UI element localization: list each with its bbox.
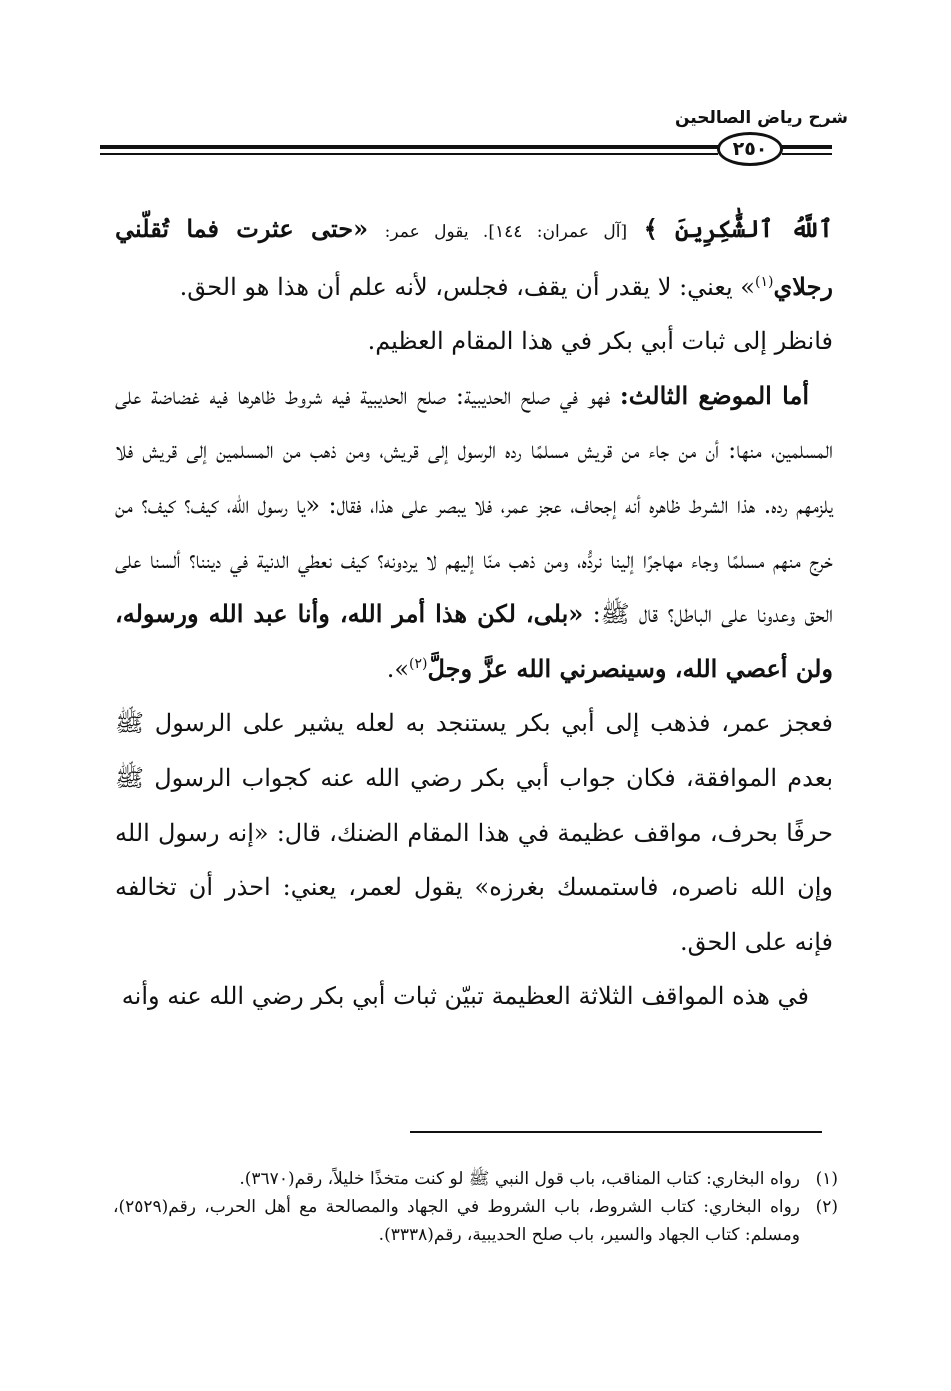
paragraph: فعجز عمر، فذهب إلى أبي بكر يستنجد به لعله يشير على الرسول ﷺ بعدم الموافقة، فكان جواب أبي بكر رضي الله عنه كجواب الرسول ﷺ حرفًا بحرف، مواقف عظيمة في هذا المقام الضنك، قال: «إنه رسول الله وإن الله ناصره، فاستمسك بغرزه» يقول لعمر، يعني: احذر أن تخالفه فإنه على الحق.: [115, 709, 833, 956]
footnote-separator: [410, 1131, 822, 1133]
main-text: [115, 202, 833, 1024]
quote: «بلى، لكن هذا أمر الله، وأنا عبد الله ورسوله، ولن أعصي الله، وسينصرني الله عزَّ وجلَّ: [115, 599, 833, 683]
paragraph: فانظر إلى ثبات أبي بكر في هذا المقام العظيم.: [367, 327, 833, 356]
paragraph: في هذه المواقف الثلاثة العظيمة تبيّن ثبات أبي بكر رضي الله عنه وأنه: [121, 982, 809, 1011]
paragraph-text: ».: [386, 654, 409, 683]
footnote-number: (١): [815, 1169, 838, 1189]
quran-verse: ٱللَّهُ ٱلشَّٰكِرِينَ ﴾: [643, 214, 833, 243]
footnote-text: رواه البخاري: كتاب المناقب، باب قول النبي ﷺ لو كنت متخذًا خليلاً، رقم(٣٦٧٠).: [239, 1169, 800, 1189]
paragraph: [115, 369, 833, 697]
footnote-marker: (٢): [409, 655, 428, 672]
footnote-marker: (١): [755, 273, 774, 290]
header-rule: [100, 153, 718, 155]
page-number: ٢٥٠: [717, 132, 783, 166]
paragraph: [115, 202, 833, 314]
footnote: [113, 1165, 838, 1193]
footnotes: [113, 1165, 838, 1249]
paragraph-text: فهو في صلح الحديبية: صلح الحديبية فيه شروط ظاهرها فيه غضاضة على المسلمين، منها: أن من جاء من قريش مسلمًا رده الرسول إلى قريش، ومن ذهب من المسلمين إلى قريش فلا يلزمهم رده. هذا الشرط ظاهره أنه إجحاف، عجز عمر، فلا يبصر على هذا، فقال: «يا رسول الله، كيف؟ كيف؟ من خرج منهم مسلمًا وجاء مهاجرًا إلينا نردُّه، ومن ذهب منّا إليهم لا يردونه؟ كيف نعطي الدنية في ديننا؟ ألسنا على الحق وعدونا على الباطل؟ قال ﷺ:: [115, 381, 833, 629]
footnote-text: رواه البخاري: كتاب الشروط، باب الشروط في الجهاد والمصالحة مع أهل الحرب، رقم(٢٥٢٩)، ومسلم: كتاب الجهاد والسير، باب صلح الحديبية، رقم(٣٣٣٨).: [113, 1197, 800, 1245]
quote: «حتى عثرت فما تُقلّني رجلاي: [115, 214, 833, 301]
footnote: [113, 1193, 838, 1249]
header-rule: [100, 145, 718, 149]
paragraph-text: » يعني: لا يقدر أن يقف، فجلس، لأنه علم أن هذا هو الحق.: [179, 272, 755, 301]
running-title: شرح رياض الصالحين: [674, 108, 848, 128]
header-rule: [782, 153, 832, 155]
footnote-number: (٢): [815, 1197, 838, 1217]
section-lead: أما الموضع الثالث:: [619, 380, 809, 410]
header-rule: [782, 145, 832, 149]
verse-reference: [آل عمران: ١٤٤]. يقول عمر:: [384, 222, 628, 242]
